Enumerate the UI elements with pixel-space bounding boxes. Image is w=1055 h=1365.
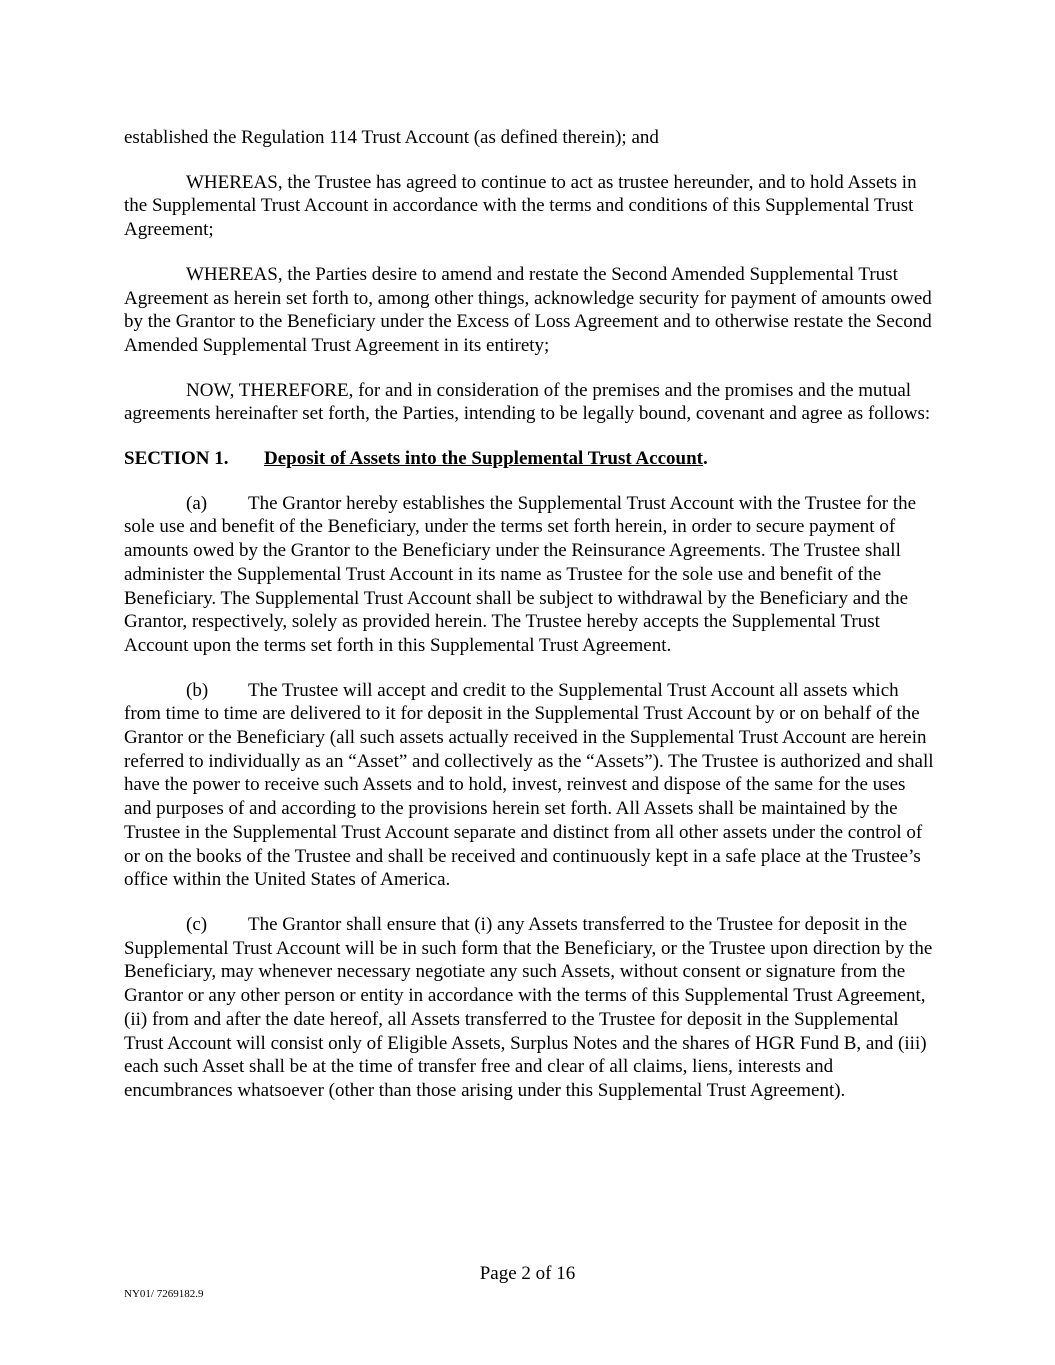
clause-c-text: The Grantor shall ensure that (i) any Assets transferred to the Trustee for deposit in the Supplemental Trust Account will be in such form that the Beneficiary, or the Trustee upon direction by the Beneficiary, may whenever necessary negotiate any such Assets, without consent or signature from the Grantor or any other person or entity in accordance with the terms of this Supplemental Trust Agreement, (ii) from and after the date hereof, all Assets transferred to the Trustee for deposit in the Supplemental Trust Account will consist only of Eligible Assets, Surplus Notes and the shares of HGR Fund B, and (iii) each such Asset shall be at the time of transfer free and clear of all claims, liens, interests and encumbrances whatsoever (other than those arising under this Supplemental Trust Agreement).: [124, 913, 933, 1101]
clause-c-label: (c): [186, 913, 208, 935]
document-id: NY01/ 7269182.9: [124, 1288, 204, 1300]
clause-b-text: The Trustee will accept and credit to the Supplemental Trust Account all assets which from time to time are delivered to it for deposit in the Supplemental Trust Account by or on behalf of the Grantor or the Beneficiary (all such assets actually received in the Supplemental Trust Account are herein referred to individually as an “Asset” and collectively as the “Assets”). The Trustee is authorized and shall have the power to receive such Assets and to hold, invest, reinvest and dispose of the same for the uses and purposes of and according to the provisions herein set forth. All Assets shall be maintained by the Trustee in the Supplemental Trust Account separate and distinct from all other assets under the control of or on the books of the Trustee and shall be received and continuously kept in a safe place at the Trustee’s office within the United States of America.: [124, 679, 934, 891]
document-body: [124, 126, 934, 1124]
clause-b: [124, 679, 934, 892]
paragraph-whereas-trustee: WHEREAS, the Trustee has agreed to continue to act as trustee hereunder, and to hold Assets in the Supplemental Trust Account in accordance with the terms and conditions of this Supplemental Trust Agreement;: [124, 171, 917, 241]
section-number: SECTION 1.: [124, 448, 229, 470]
section-title-period: .: [702, 448, 708, 470]
paragraph-continuation: established the Regulation 114 Trust Account (as defined therein); and: [124, 127, 659, 148]
clause-a-text: The Grantor hereby establishes the Supplemental Trust Account with the Trustee for the sole use and benefit of the Beneficiary, under the terms set forth herein, in order to secure payment of amounts owed by the Grantor to the Beneficiary under the Reinsurance Agreements. The Trustee shall administer the Supplemental Trust Account in its name as Trustee for the sole use and benefit of the Beneficiary. The Supplemental Trust Account shall be subject to withdrawal by the Beneficiary and the Grantor, respectively, solely as provided herein. The Trustee hereby accepts the Supplemental Trust Account upon the terms set forth in this Supplemental Trust Agreement.: [124, 492, 917, 656]
section-heading: [124, 447, 934, 471]
section-title: Deposit of Assets into the Supplemental Trust Account: [264, 448, 703, 470]
clause-c: [124, 913, 934, 1103]
paragraph-whereas-parties: WHEREAS, the Parties desire to amend and restate the Second Amended Supplemental Trust Agreement as herein set forth to, among other things, acknowledge security for payment of amounts owed by the Grantor to the Beneficiary under the Excess of Loss Agreement and to otherwise restate the Second Amended Supplemental Trust Agreement in its entirety;: [124, 263, 932, 356]
clause-b-label: (b): [186, 679, 209, 701]
clause-a: [124, 492, 934, 658]
clause-a-label: (a): [186, 492, 208, 514]
paragraph-now-therefore: NOW, THEREFORE, for and in consideration of the premises and the promises and the mutual agreements hereinafter set forth, the Parties, intending to be legally bound, covenant and agree as follows:: [124, 379, 931, 425]
page-number: Page 2 of 16: [479, 1263, 576, 1284]
